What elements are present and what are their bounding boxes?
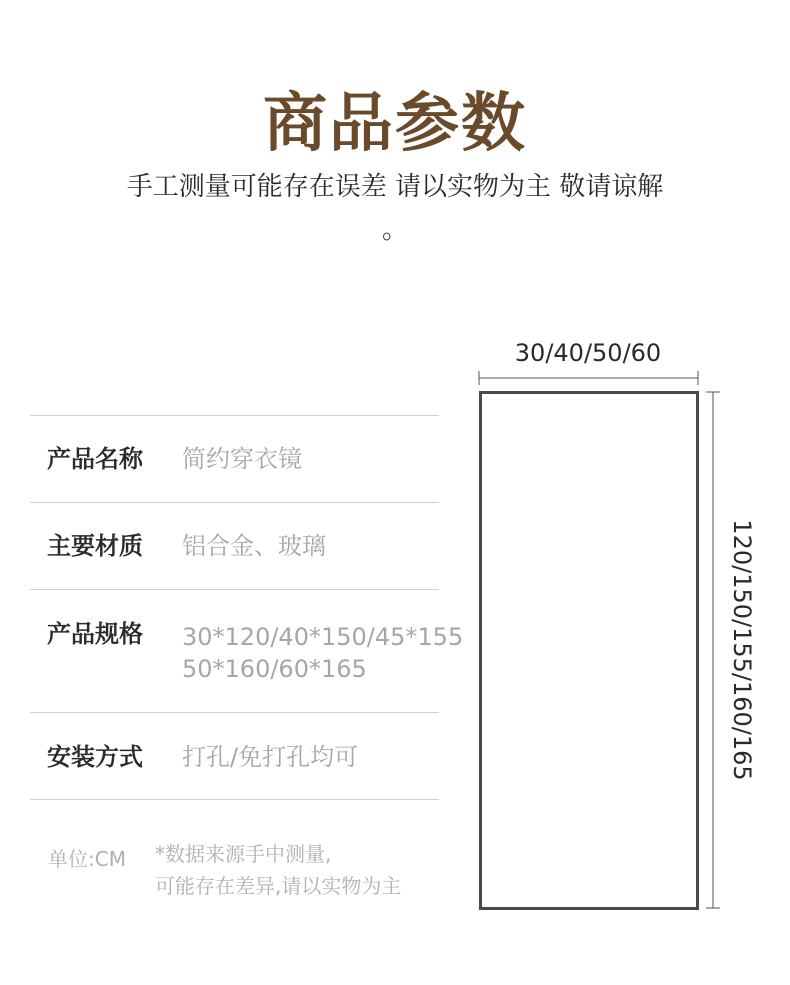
page-title: 商品参数 [263, 87, 527, 161]
page-subtitle: 手工测量可能存在误差 请以实物为主 敬请谅解 [126, 172, 664, 202]
spec-label: 产品名称 [47, 445, 143, 473]
mirror-frame [481, 393, 698, 909]
spec-label: 主要材质 [47, 532, 143, 560]
height-dimension-label: 120/150/155/160/165 [728, 519, 756, 781]
height-dimension-line [706, 392, 720, 908]
note-line: 可能存在差异,请以实物为主 [155, 874, 402, 898]
page-subtitle-end: 。 [381, 215, 408, 245]
spec-value: 打孔/免打孔均可 [182, 743, 359, 771]
note-line: *数据来源手中测量, [155, 842, 332, 866]
spec-label: 产品规格 [47, 620, 143, 648]
spec-value-line: 50*160/60*165 [182, 655, 367, 683]
spec-value: 简约穿衣镜 [182, 445, 302, 473]
width-dimension-line [479, 371, 698, 385]
unit-label: 单位:CM [48, 847, 126, 871]
spec-value: 铝合金、玻璃 [182, 532, 326, 560]
width-dimension-label: 30/40/50/60 [514, 339, 662, 367]
spec-value-line: 30*120/40*150/45*155 [182, 623, 464, 651]
spec-label: 安装方式 [47, 743, 143, 771]
